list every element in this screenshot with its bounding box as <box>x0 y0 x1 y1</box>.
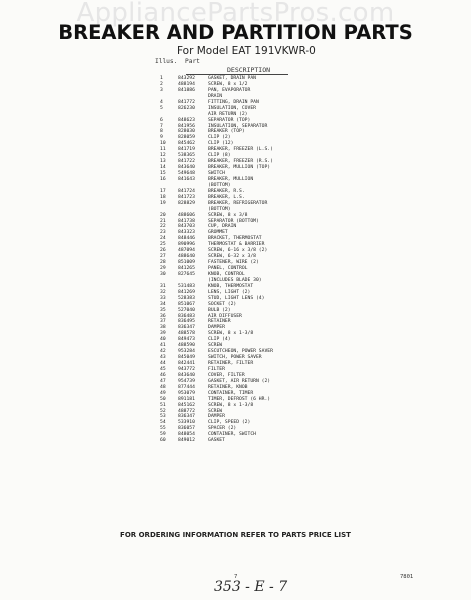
part-description: DRAIN <box>208 93 223 99</box>
illus-number: 46 <box>160 372 166 378</box>
part-description: SWITCH <box>208 171 225 176</box>
part-description: BULB (2) <box>208 307 231 313</box>
part-number: 827645 <box>178 271 195 277</box>
illus-number: 37 <box>160 319 166 325</box>
part-number: 848623 <box>178 117 195 123</box>
part-description: DAMPER <box>208 325 225 331</box>
part-number: 843640 <box>178 372 195 378</box>
illus-number: 25 <box>160 242 166 248</box>
illus-number: 51 <box>160 402 166 408</box>
part-number: 843640 <box>178 165 195 171</box>
part-number: 828059 <box>178 135 195 141</box>
header-divider <box>186 74 288 75</box>
part-description: BREAKER, R.S. <box>208 188 245 194</box>
part-description: RETAINER <box>208 319 231 325</box>
part-number: 841269 <box>178 289 195 295</box>
part-description: CLIP (12) <box>208 141 234 147</box>
part-number: 538365 <box>178 153 195 159</box>
part-description: CONTAINER, TIMER <box>208 390 254 396</box>
part-description: (BOTTOM) <box>208 182 231 188</box>
part-number: 841956 <box>178 123 195 129</box>
page-title: BREAKER AND PARTITION PARTS <box>58 21 413 44</box>
part-number: 841719 <box>178 147 195 153</box>
part-description: BREAKER, MULLION <box>208 176 254 182</box>
part-number: 836495 <box>178 319 195 325</box>
part-number: 842441 <box>178 361 195 366</box>
illus-number: 50 <box>160 396 166 402</box>
illus-number: 31 <box>160 283 166 289</box>
part-row <box>160 438 410 444</box>
part-description: GROMMET <box>208 230 228 236</box>
part-number: 841738 <box>178 218 195 224</box>
part-description: FITTING, DRAIN PAN <box>208 99 259 105</box>
part-description: SCREW, 8 x 1-3/8 <box>208 402 254 408</box>
part-number: 845162 <box>178 402 195 408</box>
part-number: 549648 <box>178 171 195 176</box>
watermark-text: AppliancePartsPros.com <box>76 0 395 28</box>
illus-number: 9 <box>160 135 163 141</box>
part-description: AIR DIFFUSER <box>208 313 242 319</box>
part-number: 836347 <box>178 414 195 420</box>
part-description: BREAKER, MULLION (TOP) <box>208 165 271 171</box>
illus-number: 45 <box>160 366 166 372</box>
illus-number: 28 <box>160 260 166 266</box>
part-number: 488578 <box>178 331 195 337</box>
illus-number: 43 <box>160 355 166 361</box>
part-number: 953079 <box>178 390 195 396</box>
part-description: BREAKER, REFRIGERATOR <box>208 200 268 206</box>
part-description: GASKET <box>208 438 225 444</box>
illus-number: 44 <box>160 361 166 366</box>
part-description: BREAKER, FREEZER (L.S.) <box>208 147 273 153</box>
illus-number: 30 <box>160 271 166 277</box>
illus-number: 1 <box>160 76 163 81</box>
illus-number: 7 <box>160 123 163 129</box>
part-description: BREAKER, L.S. <box>208 194 245 200</box>
ordering-info-note: FOR ORDERING INFORMATION REFER TO PARTS PRICE LIST <box>120 531 351 539</box>
part-description: (INCLUDES BLADE 30) <box>208 277 262 283</box>
illus-number: 39 <box>160 331 166 337</box>
part-number: 954739 <box>178 378 195 384</box>
part-description: SOCKET (2) <box>208 301 237 307</box>
illus-number: 33 <box>160 295 166 301</box>
illus-number: 35 <box>160 307 166 313</box>
illus-number: 27 <box>160 254 166 260</box>
illus-number: 34 <box>160 301 166 307</box>
illus-number: 48 <box>160 384 166 390</box>
part-number: 488772 <box>178 408 195 414</box>
illus-number: 60 <box>160 438 166 444</box>
part-description: KNOB, CONTROL <box>208 271 245 277</box>
part-description: FASTENER, WIRE (2) <box>208 260 259 266</box>
illus-number: 18 <box>160 194 166 200</box>
part-description: INSULATION, SEPARATOR <box>208 123 268 129</box>
part-description: CONTAINER, SWITCH <box>208 432 256 438</box>
illus-number: 22 <box>160 224 166 230</box>
part-number: 528383 <box>178 295 195 301</box>
column-header-illus: Illus. <box>155 58 178 65</box>
part-description: PANEL, CONTROL <box>208 266 248 271</box>
illus-number: 11 <box>160 147 166 153</box>
part-number: 527040 <box>178 307 195 313</box>
illus-number: 19 <box>160 200 166 206</box>
part-number: 845049 <box>178 355 195 361</box>
part-description: THERMOSTAT & BARRIER <box>208 242 265 248</box>
part-description: ESCUTCHEON, POWER SAVER <box>208 349 273 355</box>
part-number: 890996 <box>178 242 195 248</box>
part-number: 843292 <box>178 76 195 81</box>
part-description: CLIP (2) <box>208 135 231 141</box>
part-description: SPACER (2) <box>208 426 237 432</box>
illus-number: 5 <box>160 105 163 111</box>
illus-number: 54 <box>160 420 166 426</box>
part-description: BREAKER, FREEZER (R.S.) <box>208 159 273 165</box>
illus-number: 17 <box>160 188 166 194</box>
illus-number: 2 <box>160 81 163 87</box>
part-description: BRACKET, THERMOSTAT <box>208 236 262 242</box>
part-description: LENS, LIGHT (2) <box>208 289 251 295</box>
part-number: 841886 <box>178 87 195 93</box>
illus-number: 4 <box>160 99 163 105</box>
part-number: 848446 <box>178 236 195 242</box>
part-description: CUP, DRAIN <box>208 224 237 230</box>
illus-number: 55 <box>160 426 166 432</box>
illus-number: 14 <box>160 165 166 171</box>
part-number: 488606 <box>178 212 195 218</box>
part-number: 841643 <box>178 176 195 182</box>
part-number: 841265 <box>178 266 195 271</box>
part-number: 533910 <box>178 420 195 426</box>
part-number: 843323 <box>178 230 195 236</box>
part-description: AIR RETURN (2) <box>208 111 248 117</box>
part-number: 841772 <box>178 99 195 105</box>
illus-number: 32 <box>160 289 166 295</box>
part-description: KNOB, THERMOSTAT <box>208 283 254 289</box>
illus-number: 26 <box>160 248 166 254</box>
part-description: BREAKER (TOP) <box>208 129 245 135</box>
part-description: SCREW, 6-32 x 3/8 <box>208 254 256 260</box>
part-number: 487094 <box>178 248 195 254</box>
part-description: (BOTTOM) <box>208 206 231 212</box>
illus-number: 52 <box>160 408 166 414</box>
part-description: SEPARATOR (BOTTOM) <box>208 218 259 224</box>
illus-number: 15 <box>160 171 166 176</box>
illus-number: 12 <box>160 153 166 159</box>
part-number: 488640 <box>178 254 195 260</box>
part-number: 836483 <box>178 313 195 319</box>
column-header-description: DESCRIPTION <box>227 66 271 74</box>
part-description: SEPARATOR (TOP) <box>208 117 251 123</box>
illus-number: 36 <box>160 313 166 319</box>
part-description: SCREW, 6-16 x 3/8 (2) <box>208 248 268 254</box>
illus-number: 29 <box>160 266 166 271</box>
part-description: INSULATION, COVER <box>208 105 256 111</box>
illus-number: 13 <box>160 159 166 165</box>
part-number: 826230 <box>178 105 195 111</box>
handwritten-annotation: 353 - E - 7 <box>214 579 288 595</box>
part-number: 836347 <box>178 325 195 331</box>
column-header-part: Part <box>185 58 200 65</box>
part-number: 531483 <box>178 283 195 289</box>
illus-number: 6 <box>160 117 163 123</box>
part-description: STUD, LIGHT LENS (4) <box>208 295 265 301</box>
part-number: 953284 <box>178 349 195 355</box>
part-number: 943772 <box>178 366 195 372</box>
part-number: 841722 <box>178 159 195 165</box>
part-description: FILTER <box>208 366 225 372</box>
part-number: 488194 <box>178 81 195 87</box>
part-description: CLIP (4) <box>208 337 231 343</box>
page-number: 7 <box>234 574 238 580</box>
part-number: 828829 <box>178 200 195 206</box>
part-description: GASKET, AIR RETURN (2) <box>208 378 271 384</box>
part-number: 836057 <box>178 426 195 432</box>
part-number: 841723 <box>178 194 195 200</box>
part-number: 841724 <box>178 188 195 194</box>
part-description: COVER, FILTER <box>208 372 245 378</box>
illus-number: 38 <box>160 325 166 331</box>
illus-number: 21 <box>160 218 166 224</box>
part-description: TIMER, DEFROST (6 HR.) <box>208 396 271 402</box>
illus-number: 49 <box>160 390 166 396</box>
illus-number: 20 <box>160 212 166 218</box>
illus-number: 40 <box>160 337 166 343</box>
part-description: SCREW <box>208 408 223 414</box>
illus-number: 53 <box>160 414 166 420</box>
illus-number: 8 <box>160 129 163 135</box>
parts-list <box>160 76 410 444</box>
part-number: 843703 <box>178 224 195 230</box>
part-description: RETAINER, KNOB <box>208 384 248 390</box>
model-line: For Model EAT 191VKWR-0 <box>177 45 316 57</box>
part-description: GASKET, DRAIN PAN <box>208 76 256 81</box>
part-description: CLIP (8) <box>208 153 231 159</box>
illus-number: 23 <box>160 230 166 236</box>
part-number: 849473 <box>178 337 195 343</box>
part-number: 488590 <box>178 343 195 349</box>
part-description: CLIP, SPEED (2) <box>208 420 251 426</box>
part-number: 891181 <box>178 396 195 402</box>
part-number: 845462 <box>178 141 195 147</box>
illus-number: 24 <box>160 236 166 242</box>
part-description: SCREW, 8 x 1/2 <box>208 81 248 87</box>
part-description: RETAINER, FILTER <box>208 361 254 366</box>
part-number: 828030 <box>178 129 195 135</box>
part-description: SCREW <box>208 343 223 349</box>
part-number: 848054 <box>178 432 195 438</box>
part-number: 877444 <box>178 384 195 390</box>
illus-number: 10 <box>160 141 166 147</box>
part-number: 851009 <box>178 260 195 266</box>
part-number: 849012 <box>178 438 195 444</box>
illus-number: 59 <box>160 432 166 438</box>
part-description: SCREW, 8 x 3/8 <box>208 212 248 218</box>
part-number: 851067 <box>178 301 195 307</box>
illus-number: 16 <box>160 176 166 182</box>
illus-number: 3 <box>160 87 163 93</box>
illus-number: 47 <box>160 378 166 384</box>
part-description: DAMPER <box>208 414 225 420</box>
part-description: SWITCH, POWER SAVER <box>208 355 262 361</box>
document-code: 7801 <box>400 574 414 580</box>
illus-number: 42 <box>160 349 166 355</box>
illus-number: 41 <box>160 343 166 349</box>
part-description: SCREW, 8 x 1-3/8 <box>208 331 254 337</box>
part-description: PAN, EVAPORATOR <box>208 87 251 93</box>
